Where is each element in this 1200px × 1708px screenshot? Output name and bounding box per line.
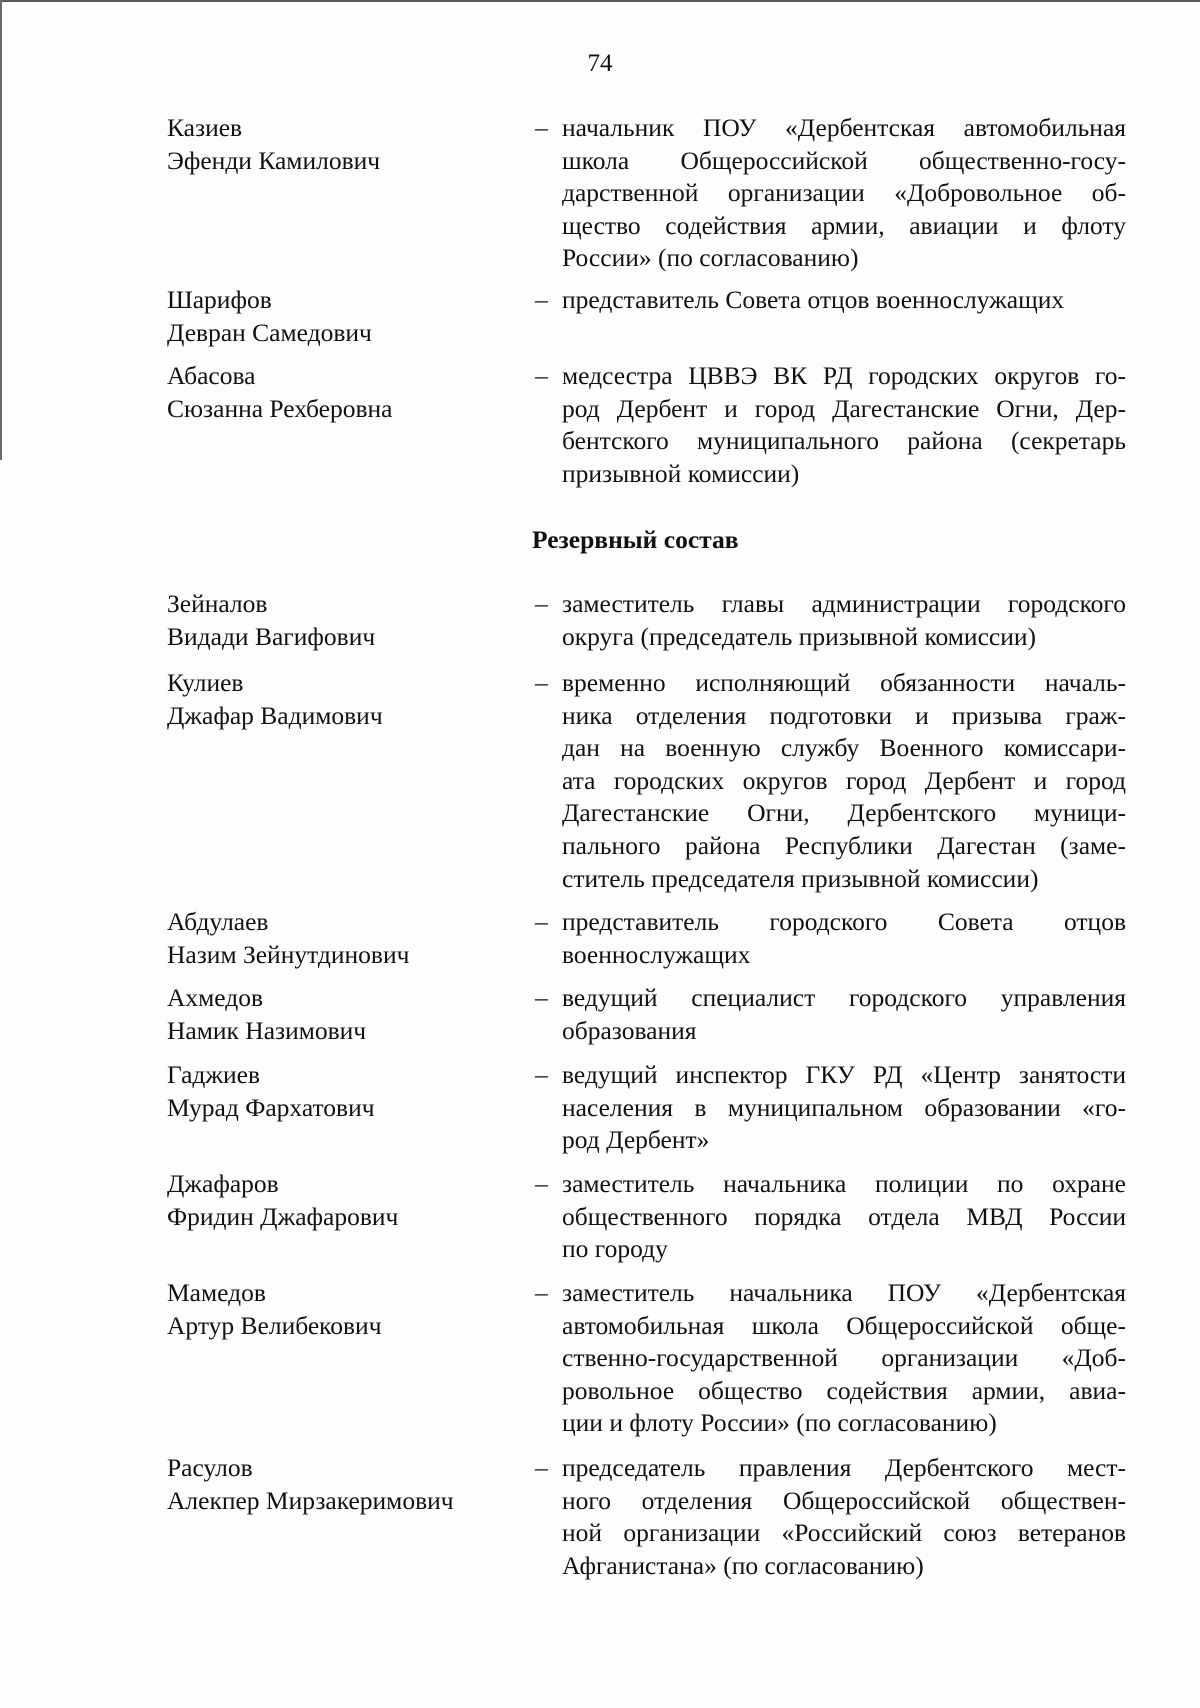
person-name	[167, 360, 507, 425]
person-name	[167, 588, 507, 653]
person-name	[167, 982, 507, 1047]
person-name	[167, 1168, 507, 1233]
position-description	[562, 1277, 1126, 1440]
description-line: дарственной организации «Добровольное об-	[562, 178, 1126, 208]
description-line: заместитель начальника ПОУ «Дербентская	[562, 1278, 1126, 1307]
description-line: России» (по согласованию)	[562, 243, 859, 273]
dash-separator: –	[535, 907, 548, 936]
given-name: Мурад Фархатович	[167, 1092, 375, 1122]
surname: Джафаров	[167, 1169, 279, 1198]
given-name: Намик Назимович	[167, 1015, 367, 1045]
surname: Казиев	[167, 113, 243, 142]
description-line: военнослужащих	[562, 939, 751, 969]
surname: Ахмедов	[167, 983, 264, 1012]
position-description	[562, 1168, 1126, 1266]
description-line: ститель председателя призывной комиссии)	[562, 863, 1039, 893]
surname: Кулиев	[167, 668, 244, 697]
person-name	[167, 1452, 507, 1517]
page-number: 74	[587, 50, 613, 77]
surname: Абасова	[167, 361, 256, 390]
given-name: Назим Зейнутдинович	[167, 939, 410, 969]
position-description	[562, 284, 1126, 317]
surname: Расулов	[167, 1453, 253, 1482]
description-line: род Дербент и город Дагестанские Огни, Дер-	[562, 393, 1126, 423]
surname: Шарифов	[167, 285, 272, 314]
position-description	[562, 112, 1126, 275]
dash-separator: –	[535, 1453, 548, 1482]
position-description	[562, 1452, 1126, 1582]
description-line: представитель городского Совета отцов	[562, 907, 1126, 936]
description-line: населения в муниципальном образовании «го-	[562, 1092, 1126, 1122]
given-name: Фридин Джафарович	[167, 1201, 399, 1231]
scan-edge-left	[0, 0, 2, 460]
description-line: ровольное общество содействия армии, авиа-	[562, 1375, 1126, 1405]
description-line: заместитель начальника полиции по охране	[562, 1169, 1126, 1198]
description-line: ного отделения Общероссийской обществен-	[562, 1485, 1126, 1515]
description-line: ведущий инспектор ГКУ РД «Центр занятости	[562, 1060, 1126, 1089]
description-line: округа (председатель призывной комиссии)	[562, 621, 1037, 651]
dash-separator: –	[535, 285, 548, 314]
person-name	[167, 1277, 507, 1342]
given-name: Эфенди Камилович	[167, 145, 381, 175]
description-line: представитель Совета отцов военнослужащих	[562, 285, 1065, 314]
description-line: Дагестанские Огни, Дербентского муници-	[562, 798, 1126, 828]
dash-separator: –	[535, 1060, 548, 1089]
person-name	[167, 284, 507, 349]
dash-separator: –	[535, 589, 548, 618]
description-line: ной организации «Российский союз ветеранов	[562, 1518, 1126, 1548]
description-line: род Дербент»	[562, 1125, 710, 1155]
description-line: образования	[562, 1015, 697, 1045]
description-line: бентского муниципального района (секретарь	[562, 426, 1126, 456]
position-description	[562, 982, 1126, 1047]
surname: Гаджиев	[167, 1060, 261, 1089]
description-line: дан на военную службу Военного комиссари-	[562, 733, 1126, 763]
description-line: Афганистана» (по согласованию)	[562, 1550, 924, 1580]
description-line: пального района Республики Дагестан (заме-	[562, 830, 1126, 860]
description-line: ственно-государственной организации «Доб-	[562, 1343, 1126, 1373]
surname: Мамедов	[167, 1278, 266, 1307]
given-name: Джафар Вадимович	[167, 700, 383, 730]
dash-separator: –	[535, 1169, 548, 1198]
description-line: заместитель главы администрации городского	[562, 589, 1126, 618]
description-line: председатель правления Дербентского мест-	[562, 1453, 1126, 1482]
dash-separator: –	[535, 983, 548, 1012]
surname: Абдулаев	[167, 907, 269, 936]
position-description	[562, 588, 1126, 653]
description-line: ведущий специалист городского управления	[562, 983, 1126, 1012]
given-name: Видади Вагифович	[167, 621, 376, 651]
description-line: общественного порядка отдела МВД России	[562, 1201, 1126, 1231]
given-name: Сюзанна Рехберовна	[167, 393, 393, 423]
description-line: ции и флоту России» (по согласованию)	[562, 1408, 997, 1438]
scan-edge-top	[0, 0, 1200, 2]
description-line: начальник ПОУ «Дербентская автомобильная	[562, 113, 1126, 142]
person-name	[167, 1059, 507, 1124]
description-line: временно исполняющий обязанности началь-	[562, 668, 1126, 697]
person-name	[167, 112, 507, 177]
description-line: ата городских округов город Дербент и город	[562, 765, 1126, 795]
position-description	[562, 667, 1126, 895]
surname: Зейналов	[167, 589, 268, 618]
description-line: по городу	[562, 1234, 668, 1264]
dash-separator: –	[535, 1278, 548, 1307]
position-description	[562, 360, 1126, 490]
description-line: щество содействия армии, авиации и флоту	[562, 210, 1126, 240]
dash-separator: –	[535, 361, 548, 390]
dash-separator: –	[535, 668, 548, 697]
person-name	[167, 667, 507, 732]
given-name: Артур Велибекович	[167, 1310, 382, 1340]
position-description	[562, 906, 1126, 971]
description-line: ника отделения подготовки и призыва граж-	[562, 700, 1126, 730]
given-name: Девран Самедович	[167, 317, 372, 347]
description-line: автомобильная школа Общероссийской обще-	[562, 1310, 1126, 1340]
section-heading-reserve: Резервный состав	[532, 525, 739, 554]
dash-separator: –	[535, 113, 548, 142]
given-name: Алекпер Мирзакеримович	[167, 1485, 454, 1515]
description-line: школа Общероссийской общественно-госу-	[562, 145, 1126, 175]
position-description	[562, 1059, 1126, 1157]
description-line: медсестра ЦВВЭ ВК РД городских округов го-	[562, 361, 1126, 390]
person-name	[167, 906, 507, 971]
description-line: призывной комиссии)	[562, 458, 800, 488]
